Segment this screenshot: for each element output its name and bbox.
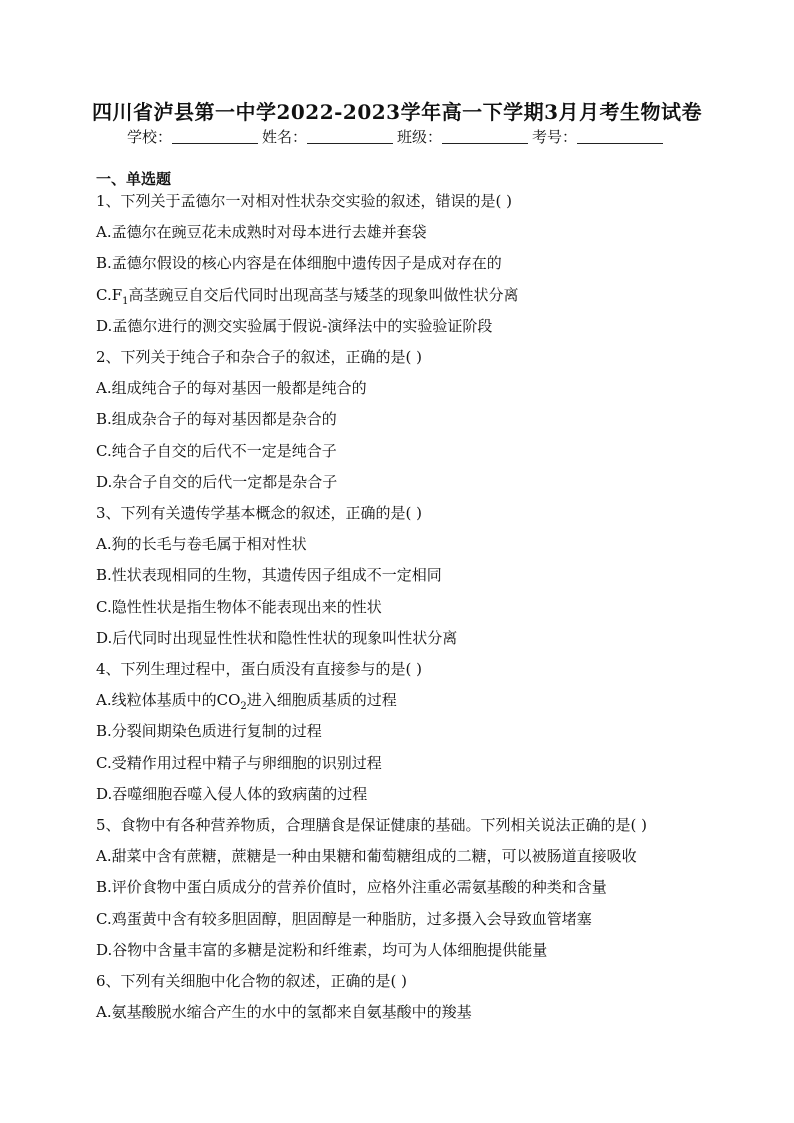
question-option: D.后代同时出现显性性状和隐性性状的现象叫性状分离 xyxy=(96,628,458,647)
question-option: B.性状表现相同的生物，其遗传因子组成不一定相同 xyxy=(96,566,442,585)
question-option: D.吞噬细胞吞噬入侵人体的致病菌的过程 xyxy=(96,784,368,803)
exam-number-blank[interactable] xyxy=(577,129,663,144)
question-option xyxy=(96,284,519,307)
question-option: A.孟德尔在豌豆花未成熟时对母本进行去雄并套袋 xyxy=(96,223,427,242)
question-option: A.甜菜中含有蔗糖，蔗糖是一种由果糖和葡萄糖组成的二糖，可以被肠道直接吸收 xyxy=(96,847,637,866)
school-label: 学校： xyxy=(126,128,172,146)
question-option: D.谷物中含量丰富的多糖是淀粉和纤维素，均可为人体细胞提供能量 xyxy=(96,940,548,959)
question-option: A.狗的长毛与卷毛属于相对性状 xyxy=(96,535,307,554)
question-option: D.孟德尔进行的测交实验属于假说-演绎法中的实验验证阶段 xyxy=(96,316,493,335)
option-text: 高茎豌豆自交后代同时出现高茎与矮茎的现象叫做性状分离 xyxy=(128,285,519,304)
question-stem: 2、下列关于纯合子和杂合子的叙述，正确的是( ) xyxy=(96,348,423,366)
option-text: 进入细胞质基质的过程 xyxy=(246,691,397,710)
exam-title: 四川省泸县第一中学2022-2023学年高一下学期3月月考生物试卷 xyxy=(91,100,703,124)
class-blank[interactable] xyxy=(442,129,528,144)
option-text: A.线粒体基质中的CO xyxy=(96,691,241,710)
question-stem: 4、下列生理过程中，蛋白质没有直接参与的是( ) xyxy=(96,660,423,678)
class-label: 班级： xyxy=(397,128,443,146)
question-option: A.氨基酸脱水缩合产生的水中的氢都来自氨基酸中的羧基 xyxy=(96,1003,472,1022)
question-option xyxy=(96,689,397,712)
question-option: D.杂合子自交的后代一定都是杂合子 xyxy=(96,472,338,491)
question-stem: 3、下列有关遗传学基本概念的叙述，正确的是( ) xyxy=(96,504,423,522)
question-option: B.孟德尔假设的核心内容是在体细胞中遗传因子是成对存在的 xyxy=(96,254,502,273)
question-stem: 6、下列有关细胞中化合物的叙述，正确的是( ) xyxy=(96,972,408,990)
name-blank[interactable] xyxy=(307,129,393,144)
question-option: B.分裂间期染色质进行复制的过程 xyxy=(96,722,322,741)
option-text: C.F xyxy=(96,285,123,304)
question-stem: 5、食物中有各种营养物质，合理膳食是保证健康的基础。下列相关说法正确的是( ) xyxy=(96,816,648,834)
student-info-row xyxy=(0,126,794,147)
question-option: C.受精作用过程中精子与卵细胞的识别过程 xyxy=(96,753,382,772)
name-label: 姓名： xyxy=(261,128,307,146)
exam-number-label: 考号： xyxy=(532,128,578,146)
question-option: B.评价食物中蛋白质成分的营养价值时，应格外注重必需氨基酸的种类和含量 xyxy=(96,878,607,897)
subscript: 2 xyxy=(240,701,247,713)
question-option: C.隐性性状是指生物体不能表现出来的性状 xyxy=(96,597,382,616)
subscript: 1 xyxy=(122,295,129,307)
question-option: B.组成杂合子的每对基因都是杂合的 xyxy=(96,410,337,429)
school-blank[interactable] xyxy=(172,129,258,144)
question-option: A.组成纯合子的每对基因一般都是纯合的 xyxy=(96,379,367,398)
question-stem: 1、下列关于孟德尔一对相对性状杂交实验的叙述，错误的是( ) xyxy=(96,192,513,210)
section-heading: 一、单选题 xyxy=(96,170,172,188)
question-option: C.鸡蛋黄中含有较多胆固醇，胆固醇是一种脂肪，过多摄入会导致血管堵塞 xyxy=(96,909,592,928)
question-option: C.纯合子自交的后代不一定是纯合子 xyxy=(96,441,337,460)
